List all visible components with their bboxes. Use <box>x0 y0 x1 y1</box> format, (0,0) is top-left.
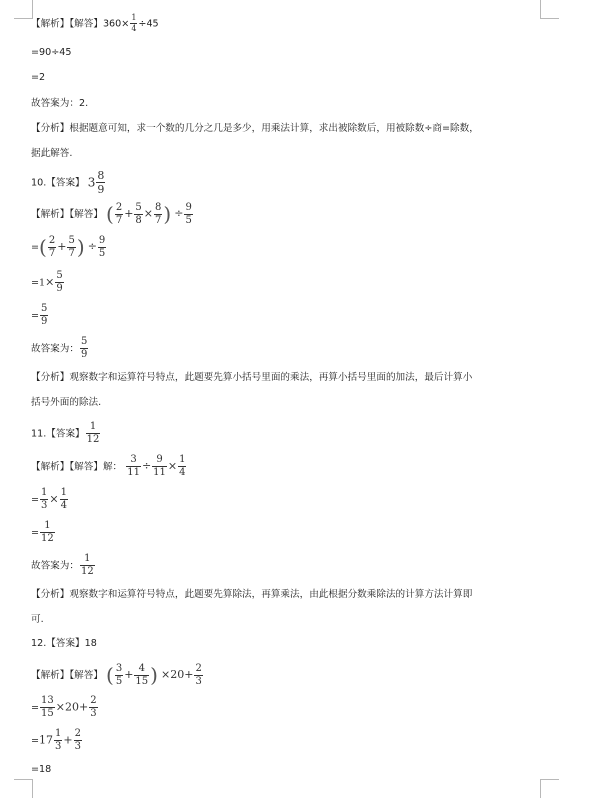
fraction: $\frac{8}{9}$ <box>97 169 105 196</box>
fraction: $\frac{2}{3}$ <box>74 728 82 752</box>
final-answer-line: 故答案为： $\frac{5}{9}$ <box>31 336 88 360</box>
step-line: = $\frac{13}{15}$ ×20+ $\frac{2}{3}$ <box>31 695 97 719</box>
question-header: 12.【答案】 <box>31 638 85 649</box>
fraction: $\frac{9}{5}$ <box>98 234 106 259</box>
right-paren: ) <box>76 235 85 259</box>
left-paren: ( <box>106 202 114 226</box>
fraction: $\frac{1}{12}$ <box>41 520 54 544</box>
jieda-label: 【解答】 <box>69 18 103 30</box>
step-line: =( $\frac{2}{7}$ + $\frac{5}{7}$ ) ÷ $\frac{9}{5}$ <box>31 234 106 259</box>
analysis-line: 据此解答. <box>31 148 73 159</box>
operator: ÷ <box>174 207 184 220</box>
left-paren: ( <box>39 235 47 259</box>
fraction: $\frac{9}{11}$ <box>153 454 166 478</box>
analysis-line: 【分析】观察数字和运算符号特点，此题要先算小括号里面的乘法，再算小括号里面的加法，最后计算小 <box>31 372 473 383</box>
fraction: $\frac{3}{11}$ <box>127 454 140 478</box>
left-paren: ( <box>106 663 114 687</box>
operator: × <box>49 492 59 506</box>
crop-mark-bottom-right <box>540 779 559 798</box>
fraction: $\frac{5}{8}$ <box>135 201 142 226</box>
fraction: $\frac{4}{15}$ <box>135 662 149 687</box>
analysis-line: 括号外面的除法. <box>31 397 102 408</box>
fraction: $\frac{2}{7}$ <box>115 201 123 226</box>
operator: × <box>161 668 171 681</box>
analysis-line: 【分析】观察数字和运算符号特点，此题要先算除法，再算乘法，由此根据分数乘除法的计算方法计算即 <box>31 589 473 600</box>
operator: × <box>55 700 65 714</box>
p1-solution-line <box>31 14 159 33</box>
fraction: $\frac{13}{15}$ <box>41 695 54 719</box>
operator: ÷ <box>87 240 97 253</box>
fraction: $\frac{5}{9}$ <box>56 270 63 294</box>
fraction: $\frac{1}{4}$ <box>131 13 137 33</box>
step-line: = $\frac{5}{9}$ <box>31 303 48 327</box>
step-line: =2 <box>31 72 46 83</box>
q12-solution-line: 【解析】【解答】 ( $\frac{3}{5}$ + $\frac{4}{15}$ ) ×20+ $\frac{2}{3}$ <box>31 662 202 687</box>
analysis-line: 【分析】根据题意可知，求一个数的几分之几是多少，用乘法计算，求出被除数后，用被除数÷商=除数， <box>31 123 479 134</box>
expr-text: ÷45 <box>138 18 159 30</box>
fraction: $\frac{3}{5}$ <box>115 662 123 687</box>
answer-value: 18 <box>84 638 97 649</box>
fraction: $\frac{9}{5}$ <box>185 201 192 226</box>
analysis-line: 可. <box>31 614 44 625</box>
expr-text: 360× <box>102 18 130 30</box>
fraction: $\frac{5}{9}$ <box>80 336 88 360</box>
operator: × <box>143 207 154 220</box>
jiexi-label: 【解析】 <box>31 18 70 30</box>
operator: × <box>45 275 55 289</box>
step-line: = $\frac{1}{12}$ <box>31 520 54 544</box>
fraction: $\frac{1}{12}$ <box>86 421 100 445</box>
fraction: $\frac{2}{7}$ <box>48 234 56 259</box>
right-paren: ) <box>163 202 172 226</box>
q11-solution-line: 【解析】【解答】解： $\frac{3}{11}$ ÷ $\frac{9}{11}$ × $\frac{1}{4}$ <box>31 454 186 478</box>
fraction: $\frac{8}{7}$ <box>155 201 162 226</box>
step-line: =17 $\frac{1}{3}$ + $\frac{2}{3}$ <box>31 728 82 752</box>
jiexi-label: 【解析】 <box>31 209 70 220</box>
fraction: $\frac{1}{12}$ <box>80 553 94 577</box>
operator: + <box>184 668 194 681</box>
operator: + <box>79 700 89 714</box>
fraction: $\frac{2}{3}$ <box>90 695 97 719</box>
operator: ÷ <box>141 459 152 473</box>
operator: + <box>63 733 73 747</box>
fraction: $\frac{1}{4}$ <box>60 487 68 511</box>
fraction: $\frac{1}{4}$ <box>179 454 186 478</box>
step-line: = $\frac{1}{3}$ × $\frac{1}{4}$ <box>31 487 68 511</box>
fraction: $\frac{5}{9}$ <box>41 303 48 327</box>
q11-answer-line <box>31 422 101 445</box>
q12-answer-line <box>31 638 97 650</box>
right-paren: ) <box>150 663 158 687</box>
operator: + <box>124 668 134 681</box>
operator: + <box>57 240 67 253</box>
crop-mark-top-right <box>540 0 559 19</box>
operator: × <box>167 459 178 473</box>
operator: + <box>124 207 134 220</box>
fraction: $\frac{1}{3}$ <box>41 487 48 511</box>
step-line: =18 <box>31 764 52 775</box>
final-answer-line: 故答案为： $\frac{1}{12}$ <box>31 553 94 577</box>
final-answer-line: 故答案为：2. <box>31 98 89 109</box>
crop-mark-bottom-left <box>14 779 33 798</box>
step-line: =1× $\frac{5}{9}$ <box>31 270 63 294</box>
fraction: $\frac{2}{3}$ <box>195 662 202 687</box>
step-line: =90÷45 <box>31 47 72 58</box>
question-header: 10.【答案】 <box>31 177 85 189</box>
fraction: $\frac{5}{7}$ <box>68 234 75 259</box>
question-header: 11.【答案】 <box>31 428 85 440</box>
jieda-label: 【解答】 <box>69 209 103 220</box>
q10-solution-line <box>31 202 194 226</box>
q10-answer-line <box>31 170 106 195</box>
fraction: $\frac{1}{3}$ <box>55 728 62 752</box>
mixed-whole: 3 <box>87 175 96 190</box>
